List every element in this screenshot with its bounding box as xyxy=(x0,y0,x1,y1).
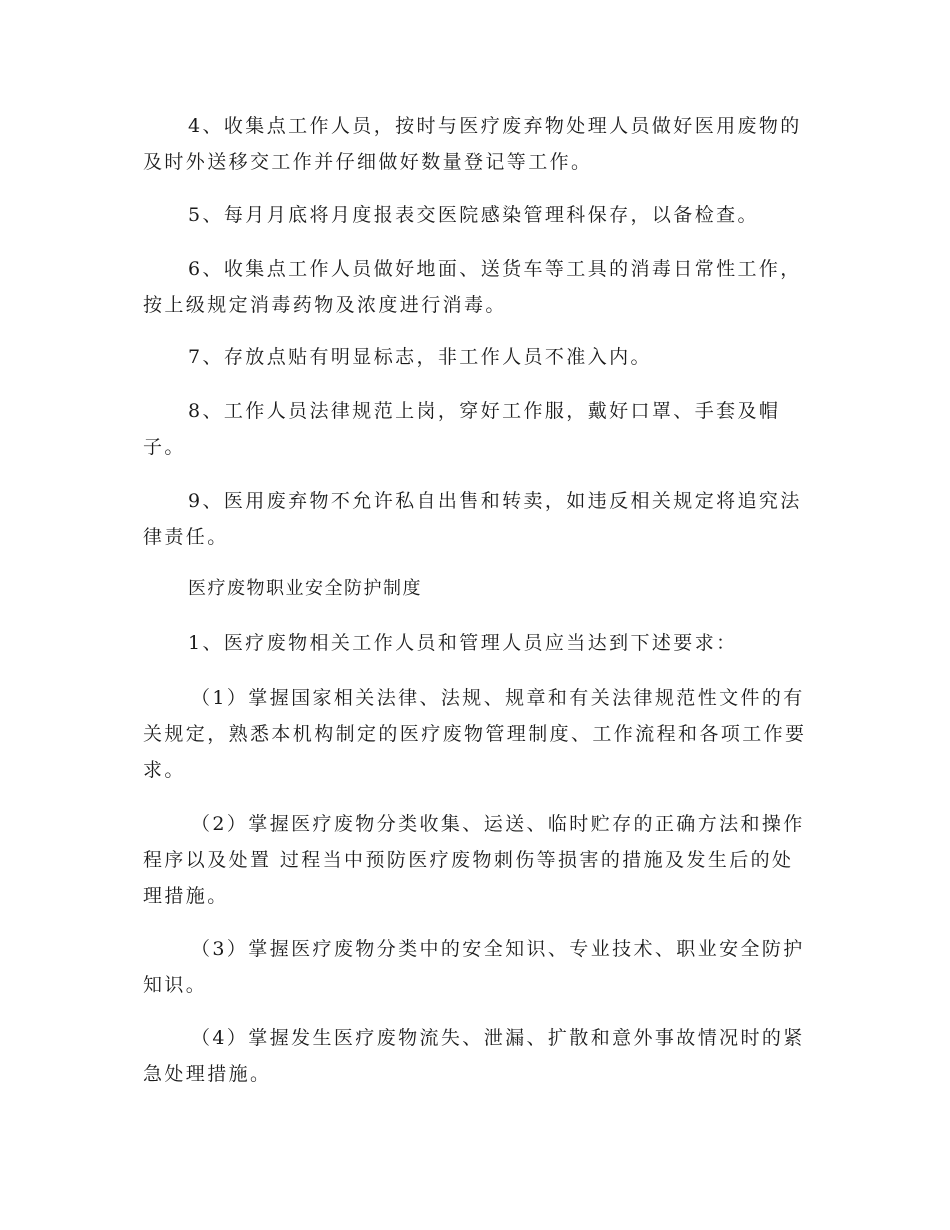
sub-item-1: （1）掌握国家相关法律、法规、规章和有关法律规范性文件的有关规定，熟悉本机构制定的医疗废物管理制度、工作流程和各项工作要求。 xyxy=(143,687,807,781)
paragraph-4: 4、收集点工作人员，按时与医疗废弃物处理人员做好医用废物的及时外送移交工作并仔细做好数量登记等工作。 xyxy=(143,115,802,173)
paragraph-6: 6、收集点工作人员做好地面、送货车等工具的消毒日常性工作，按上级规定消毒药物及浓度进行消毒。 xyxy=(143,258,802,316)
item-1: 1、医疗废物相关工作人员和管理人员应当达到下述要求： xyxy=(188,632,738,654)
paragraph-7: 7、存放点贴有明显标志，非工作人员不准入内。 xyxy=(188,346,652,368)
paragraph-5: 5、每月月底将月度报表交医院感染管理科保存，以备检查。 xyxy=(188,204,759,226)
sub-item-2: （2）掌握医疗废物分类收集、运送、临时贮存的正确方法和操作程序以及处置 过程当中预防医疗废物刺伤等损害的措施及发生后的处理措施。 xyxy=(143,813,805,907)
sub-item-4: （4）掌握发生医疗废物流失、泄漏、扩散和意外事故情况时的紧急处理措施。 xyxy=(143,1027,805,1085)
paragraph-8: 8、工作人员法律规范上岗，穿好工作服，戴好口罩、手套及帽子。 xyxy=(143,400,781,458)
sub-item-3: （3）掌握医疗废物分类中的安全知识、专业技术、职业安全防护知识。 xyxy=(143,938,805,996)
section-title: 医疗废物职业安全防护制度 xyxy=(188,578,422,599)
paragraph-9: 9、医用废弃物不允许私自出售和转卖，如违反相关规定将追究法律责任。 xyxy=(143,490,802,548)
